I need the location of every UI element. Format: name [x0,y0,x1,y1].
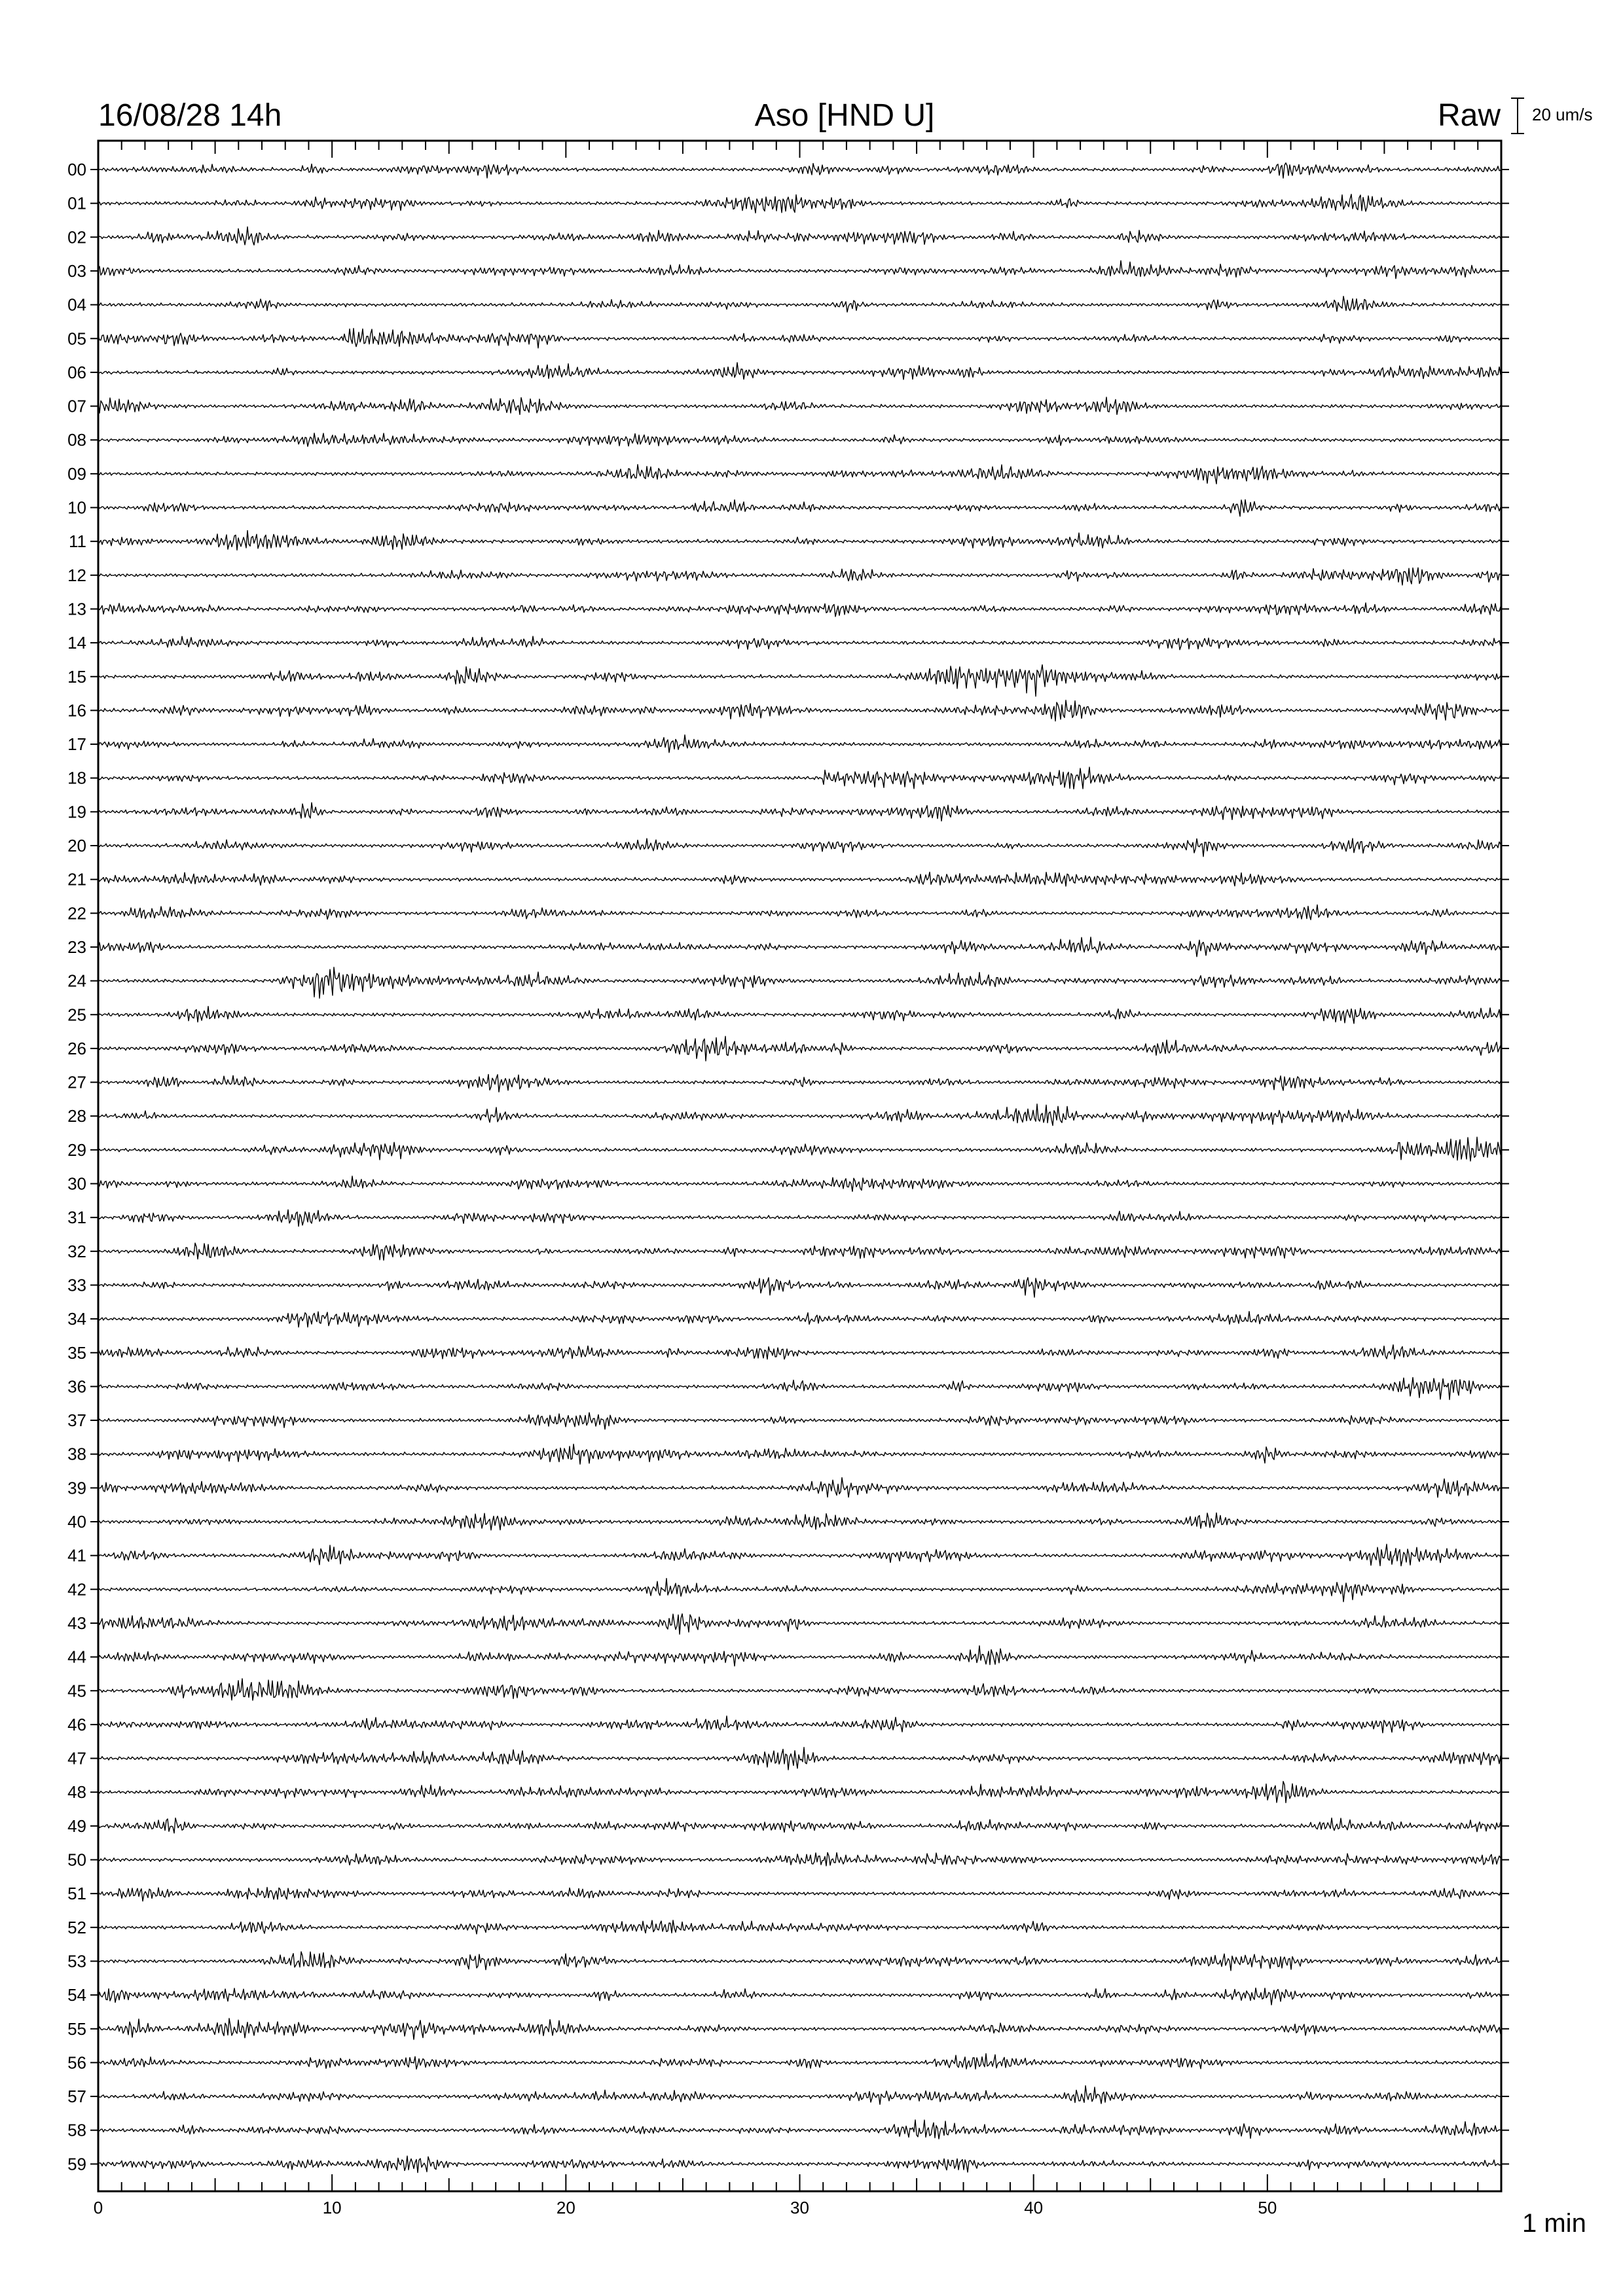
trace-label: 09 [67,463,86,484]
trace-label: 08 [67,430,86,450]
trace-label: 50 [67,1850,86,1870]
trace-label: 48 [67,1782,86,1803]
trace-label: 49 [67,1816,86,1836]
trace-label: 44 [67,1647,86,1667]
trace-label: 42 [67,1579,86,1600]
x-tick-label: 50 [1258,2198,1277,2217]
trace-label: 47 [67,1748,86,1768]
trace-label: 20 [67,836,86,855]
x-tick-label: 30 [790,2198,809,2217]
trace-label: 45 [67,1681,86,1701]
chart-datetime: 16/08/28 14h [98,98,282,133]
trace-label: 19 [67,802,86,822]
trace-label: 32 [67,1241,86,1261]
trace-label: 11 [69,531,86,552]
trace-label: 21 [67,869,86,889]
amplitude-scale-label: 20 um/s [1532,105,1593,124]
trace-label: 17 [67,734,86,755]
trace-label: 01 [67,193,86,213]
trace-label: 06 [67,362,86,382]
trace-label: 51 [67,1884,86,1904]
trace-label: 26 [67,1038,86,1058]
trace-label: 53 [67,1951,86,1971]
trace-label: 12 [67,565,86,585]
chart-station-title: Aso [HND U] [754,98,935,133]
trace-label: 23 [67,937,86,957]
trace-label: 38 [67,1444,86,1464]
trace-label: 52 [67,1917,86,1937]
trace-label: 28 [67,1106,86,1126]
trace-label: 05 [67,329,86,349]
x-unit-label: 1 min [1522,2209,1586,2238]
trace-label: 29 [67,1139,86,1160]
trace-label: 14 [67,633,86,653]
x-tick-label: 0 [93,2198,103,2217]
trace-label: 30 [67,1174,86,1194]
trace-label: 04 [67,295,86,315]
trace-label: 02 [67,227,86,247]
trace-label: 59 [67,2154,86,2174]
trace-label: 35 [67,1342,86,1363]
trace-label: 13 [67,599,86,619]
x-tick-label: 20 [556,2198,575,2217]
x-tick-label: 40 [1024,2198,1044,2217]
trace-label: 33 [67,1275,86,1295]
trace-label: 24 [67,971,86,991]
trace-label: 36 [67,1376,86,1397]
trace-label: 10 [67,497,86,518]
trace-label: 55 [67,2018,86,2039]
trace-label: 16 [67,700,86,721]
trace-label: 54 [67,1985,86,2005]
trace-label: 34 [67,1309,86,1329]
trace-label: 00 [67,160,86,179]
trace-label: 27 [67,1072,86,1092]
trace-label: 57 [67,2087,86,2107]
trace-label: 07 [67,396,86,416]
x-tick-label: 10 [322,2198,342,2217]
trace-label: 25 [67,1005,86,1025]
chart-mode-label: Raw [1437,98,1501,133]
trace-label: 22 [67,903,86,924]
trace-label: 43 [67,1613,86,1633]
trace-label: 39 [67,1478,86,1498]
trace-label: 40 [67,1512,86,1532]
trace-label: 18 [67,768,86,788]
trace-label: 15 [67,666,86,687]
trace-label: 03 [67,260,86,281]
trace-label: 37 [67,1410,86,1431]
trace-label: 41 [67,1545,86,1566]
trace-label: 56 [67,2053,86,2073]
trace-label: 46 [67,1714,86,1734]
trace-label: 31 [67,1208,86,1228]
trace-label: 58 [67,2120,86,2140]
